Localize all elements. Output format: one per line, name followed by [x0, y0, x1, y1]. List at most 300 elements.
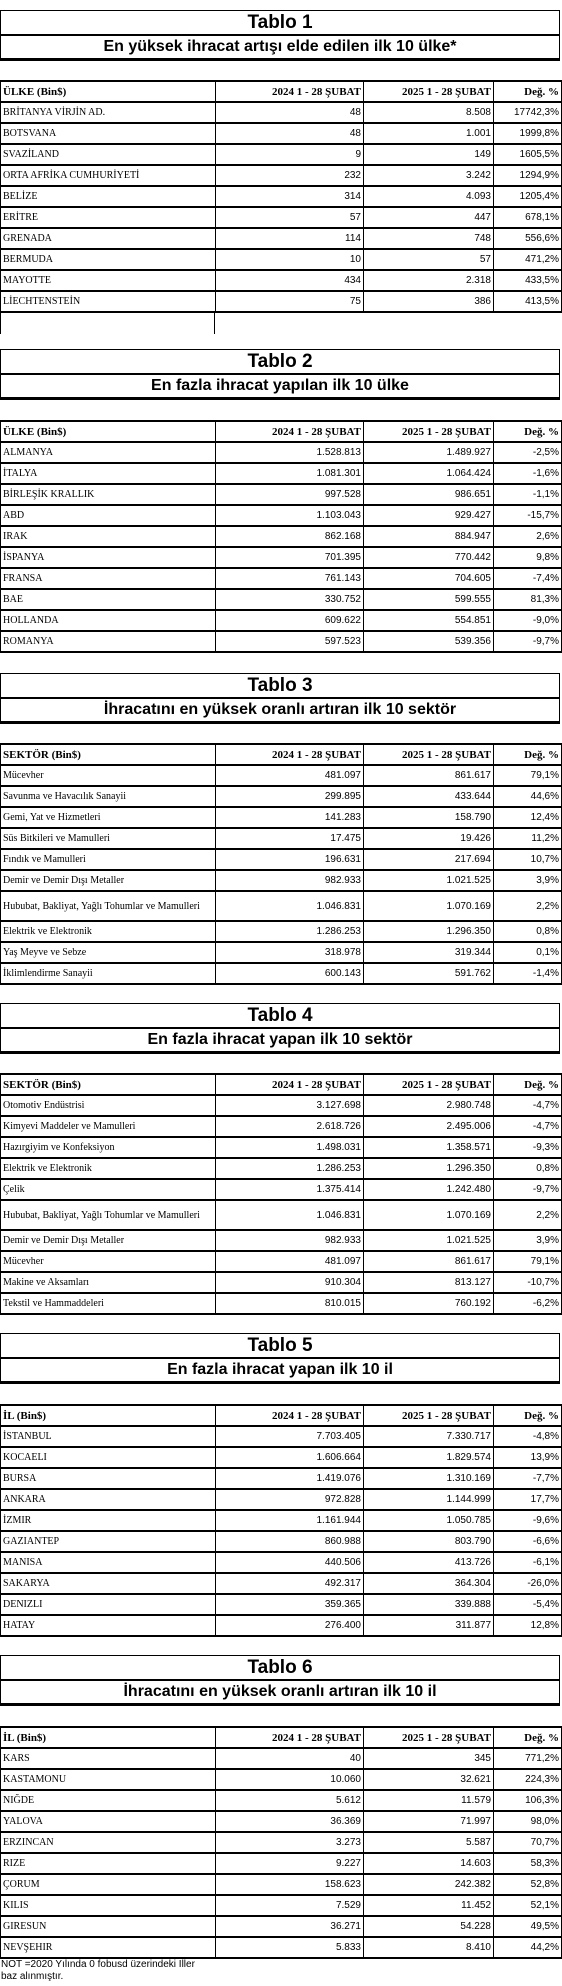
- row-change-percent: 106,3%: [494, 1790, 562, 1811]
- row-2024-value: 701.395: [216, 547, 364, 568]
- column-header-name: İL (Bin$): [1, 1405, 216, 1426]
- row-name-cell: KOCAELI: [1, 1447, 216, 1468]
- row-change-percent: -6,6%: [494, 1531, 562, 1552]
- table-6-container: [0, 1726, 562, 1983]
- table-2-grid: [0, 420, 562, 653]
- row-2024-value: 1.286.253: [216, 921, 364, 942]
- table-row: [1, 1552, 562, 1573]
- row-name-cell: Elektrik ve Elektronik: [1, 921, 216, 942]
- row-2025-value: 433.644: [364, 786, 494, 807]
- row-2024-value: 48: [216, 102, 364, 123]
- row-2024-value: 492.317: [216, 1573, 364, 1594]
- column-header-2025: 2025 1 - 28 ŞUBAT: [364, 81, 494, 102]
- table-row: [1, 568, 562, 589]
- row-change-percent: -6,2%: [494, 1293, 562, 1314]
- row-2024-value: 232: [216, 165, 364, 186]
- row-change-percent: -1,6%: [494, 463, 562, 484]
- row-2024-value: 9.227: [216, 1853, 364, 1874]
- row-2024-value: 196.631: [216, 849, 364, 870]
- table-row: [1, 1769, 562, 1790]
- table-row: [1, 1200, 562, 1230]
- row-2025-value: 413.726: [364, 1552, 494, 1573]
- row-2025-value: 11.579: [364, 1790, 494, 1811]
- table-row: [1, 1158, 562, 1179]
- table-6-title: Tablo 6: [1, 1656, 559, 1681]
- row-change-percent: 17742,3%: [494, 102, 562, 123]
- row-change-percent: 44,6%: [494, 786, 562, 807]
- row-name-cell: Makine ve Aksamları: [1, 1272, 216, 1293]
- table-row: [1, 1116, 562, 1137]
- table-row: [1, 102, 562, 123]
- table-row: [1, 610, 562, 631]
- row-2024-value: 48: [216, 123, 364, 144]
- table-4-subtitle: En fazla ihracat yapan ilk 10 sektör: [1, 1029, 559, 1053]
- row-2024-value: 810.015: [216, 1293, 364, 1314]
- row-2025-value: 704.605: [364, 568, 494, 589]
- row-name-cell: Mücevher: [1, 765, 216, 786]
- row-name-cell: Yaş Meyve ve Sebze: [1, 942, 216, 963]
- table-row: [1, 1426, 562, 1447]
- column-header-name: ÜLKE (Bin$): [1, 81, 216, 102]
- row-2025-value: 591.762: [364, 963, 494, 984]
- column-header-name: İL (Bin$): [1, 1727, 216, 1748]
- table-row: [1, 1832, 562, 1853]
- row-2024-value: 1.498.031: [216, 1137, 364, 1158]
- row-2025-value: 1.070.169: [364, 1200, 494, 1230]
- row-2025-value: 1.242.480: [364, 1179, 494, 1200]
- table-row: [1, 1937, 562, 1958]
- row-2024-value: 2.618.726: [216, 1116, 364, 1137]
- row-2024-value: 314: [216, 186, 364, 207]
- row-change-percent: 2,6%: [494, 526, 562, 547]
- table-row: [1, 807, 562, 828]
- row-change-percent: -4,7%: [494, 1116, 562, 1137]
- row-2024-value: 1.528.813: [216, 442, 364, 463]
- row-name-cell: ANKARA: [1, 1489, 216, 1510]
- column-header-change: Değ. %: [494, 1727, 562, 1748]
- table-2-subtitle: En fazla ihracat yapılan ilk 10 ülke: [1, 375, 559, 399]
- column-header-change: Değ. %: [494, 1074, 562, 1095]
- table-row: [1, 1230, 562, 1251]
- table-2-title: Tablo 2: [1, 350, 559, 375]
- table-5-title: Tablo 5: [1, 1334, 559, 1359]
- row-change-percent: -9,6%: [494, 1510, 562, 1531]
- row-2025-value: 11.452: [364, 1895, 494, 1916]
- row-2025-value: 1.358.571: [364, 1137, 494, 1158]
- table-2-container: [0, 420, 562, 653]
- row-2024-value: 299.895: [216, 786, 364, 807]
- table-row: [1, 291, 562, 312]
- table-row: [1, 1489, 562, 1510]
- table-row: [1, 1811, 562, 1832]
- row-change-percent: -9,3%: [494, 1137, 562, 1158]
- row-name-cell: MAYOTTE: [1, 270, 216, 291]
- row-2025-value: 345: [364, 1748, 494, 1769]
- row-name-cell: İZMIR: [1, 1510, 216, 1531]
- row-name-cell: Tekstil ve Hammaddeleri: [1, 1293, 216, 1314]
- column-header-name: SEKTÖR (Bin$): [1, 1074, 216, 1095]
- row-2025-value: 19.426: [364, 828, 494, 849]
- row-2024-value: 158.623: [216, 1874, 364, 1895]
- row-name-cell: ERZINCAN: [1, 1832, 216, 1853]
- table-4-header: [0, 1003, 560, 1054]
- table-1-container: [0, 80, 562, 334]
- table-3-section: [0, 673, 560, 724]
- row-change-percent: -10,7%: [494, 1272, 562, 1293]
- table-row: [1, 891, 562, 921]
- row-2025-value: 7.330.717: [364, 1426, 494, 1447]
- row-change-percent: 1605,5%: [494, 144, 562, 165]
- row-name-cell: Fındık ve Mamulleri: [1, 849, 216, 870]
- row-2025-value: 71.997: [364, 1811, 494, 1832]
- row-change-percent: 3,9%: [494, 1230, 562, 1251]
- row-2024-value: 75: [216, 291, 364, 312]
- row-2025-value: 4.093: [364, 186, 494, 207]
- row-2025-value: 32.621: [364, 1769, 494, 1790]
- row-2024-value: 1.286.253: [216, 1158, 364, 1179]
- row-change-percent: -4,7%: [494, 1095, 562, 1116]
- column-header-name: ÜLKE (Bin$): [1, 421, 216, 442]
- table-5-subtitle: En fazla ihracat yapan ilk 10 il: [1, 1359, 559, 1383]
- row-change-percent: 58,3%: [494, 1853, 562, 1874]
- table-row: [1, 505, 562, 526]
- row-name-cell: BAE: [1, 589, 216, 610]
- row-name-cell: MANISA: [1, 1552, 216, 1573]
- row-change-percent: 49,5%: [494, 1916, 562, 1937]
- table-row: [1, 1594, 562, 1615]
- table-1-title: Tablo 1: [1, 11, 559, 36]
- row-2024-value: 481.097: [216, 1251, 364, 1272]
- row-name-cell: NEVŞEHIR: [1, 1937, 216, 1958]
- row-name-cell: SAKARYA: [1, 1573, 216, 1594]
- column-header-change: Değ. %: [494, 81, 562, 102]
- table-4-title: Tablo 4: [1, 1004, 559, 1029]
- row-name-cell: KILIS: [1, 1895, 216, 1916]
- row-2024-value: 600.143: [216, 963, 364, 984]
- row-2025-value: 1.021.525: [364, 870, 494, 891]
- row-name-cell: HATAY: [1, 1615, 216, 1636]
- table-3-subtitle: İhracatını en yüksek oranlı artıran ilk 10 sektör: [1, 699, 559, 723]
- row-2025-value: 3.242: [364, 165, 494, 186]
- row-change-percent: -5,4%: [494, 1594, 562, 1615]
- row-2024-value: 5.833: [216, 1937, 364, 1958]
- column-header-2025: 2025 1 - 28 ŞUBAT: [364, 1074, 494, 1095]
- row-name-cell: Demir ve Demir Dışı Metaller: [1, 870, 216, 891]
- row-change-percent: 9,8%: [494, 547, 562, 568]
- table-5-container: [0, 1404, 562, 1637]
- row-name-cell: İklimlendirme Sanayii: [1, 963, 216, 984]
- table-1-header: [0, 10, 560, 61]
- row-name-cell: Çelik: [1, 1179, 216, 1200]
- row-name-cell: GRENADA: [1, 228, 216, 249]
- row-name-cell: ROMANYA: [1, 631, 216, 652]
- row-2024-value: 276.400: [216, 1615, 364, 1636]
- table-row: [1, 1251, 562, 1272]
- row-name-cell: ALMANYA: [1, 442, 216, 463]
- row-2024-value: 481.097: [216, 765, 364, 786]
- table-row: [1, 786, 562, 807]
- row-change-percent: 1205,4%: [494, 186, 562, 207]
- row-2024-value: 1.046.831: [216, 1200, 364, 1230]
- row-name-cell: HOLLANDA: [1, 610, 216, 631]
- row-name-cell: NIĞDE: [1, 1790, 216, 1811]
- footnote: NOT =2020 Yılında 0 fobusd üzerindeki İller baz alınmıştır.: [1, 1959, 195, 1982]
- table-row: [1, 1137, 562, 1158]
- column-header-2024: 2024 1 - 28 ŞUBAT: [216, 1727, 364, 1748]
- column-header-2024: 2024 1 - 28 ŞUBAT: [216, 81, 364, 102]
- row-name-cell: Savunma ve Havacılık Sanayii: [1, 786, 216, 807]
- table-6-subtitle: İhracatını en yüksek oranlı artıran ilk 10 il: [1, 1681, 559, 1705]
- row-2025-value: 217.694: [364, 849, 494, 870]
- row-change-percent: -7,4%: [494, 568, 562, 589]
- row-2025-value: 5.587: [364, 1832, 494, 1853]
- table-row: [1, 186, 562, 207]
- table-row: [1, 1293, 562, 1314]
- row-2025-value: 1.050.785: [364, 1510, 494, 1531]
- table-1-grid: [0, 80, 562, 313]
- row-change-percent: 771,2%: [494, 1748, 562, 1769]
- table-row: [1, 1916, 562, 1937]
- row-2025-value: 158.790: [364, 807, 494, 828]
- table-row: [1, 921, 562, 942]
- row-2024-value: 982.933: [216, 870, 364, 891]
- table-3-grid: [0, 743, 562, 985]
- row-2025-value: 748: [364, 228, 494, 249]
- row-change-percent: 98,0%: [494, 1811, 562, 1832]
- row-name-cell: Gemi, Yat ve Hizmetleri: [1, 807, 216, 828]
- column-header-2024: 2024 1 - 28 ŞUBAT: [216, 744, 364, 765]
- row-2024-value: 434: [216, 270, 364, 291]
- row-2025-value: 319.344: [364, 942, 494, 963]
- row-change-percent: 413,5%: [494, 291, 562, 312]
- row-2024-value: 910.304: [216, 1272, 364, 1293]
- table-row: [1, 463, 562, 484]
- row-name-cell: DENIZLI: [1, 1594, 216, 1615]
- table-row: [1, 1790, 562, 1811]
- row-change-percent: -4,8%: [494, 1426, 562, 1447]
- row-2024-value: 330.752: [216, 589, 364, 610]
- row-name-cell: Demir ve Demir Dışı Metaller: [1, 1230, 216, 1251]
- table-row: [1, 765, 562, 786]
- row-change-percent: 44,2%: [494, 1937, 562, 1958]
- row-2025-value: 884.947: [364, 526, 494, 547]
- table-row: [1, 547, 562, 568]
- row-2025-value: 760.192: [364, 1293, 494, 1314]
- row-change-percent: 79,1%: [494, 765, 562, 786]
- row-2025-value: 1.296.350: [364, 1158, 494, 1179]
- table-row: [1, 963, 562, 984]
- row-change-percent: -9,0%: [494, 610, 562, 631]
- row-change-percent: 52,8%: [494, 1874, 562, 1895]
- row-2025-value: 986.651: [364, 484, 494, 505]
- row-2024-value: 1.419.076: [216, 1468, 364, 1489]
- row-name-cell: ÇORUM: [1, 1874, 216, 1895]
- row-2024-value: 36.271: [216, 1916, 364, 1937]
- row-name-cell: BOTSVANA: [1, 123, 216, 144]
- row-change-percent: 2,2%: [494, 1200, 562, 1230]
- row-change-percent: 52,1%: [494, 1895, 562, 1916]
- row-2024-value: 7.529: [216, 1895, 364, 1916]
- row-2024-value: 761.143: [216, 568, 364, 589]
- table-row: [1, 1272, 562, 1293]
- table-row: [1, 589, 562, 610]
- row-change-percent: 10,7%: [494, 849, 562, 870]
- table-4-grid: [0, 1073, 562, 1315]
- row-2025-value: 929.427: [364, 505, 494, 526]
- table-row: [1, 249, 562, 270]
- row-change-percent: 17,7%: [494, 1489, 562, 1510]
- row-name-cell: Süs Bitkileri ve Mamulleri: [1, 828, 216, 849]
- row-name-cell: BURSA: [1, 1468, 216, 1489]
- row-2024-value: 7.703.405: [216, 1426, 364, 1447]
- row-change-percent: -6,1%: [494, 1552, 562, 1573]
- column-header-2025: 2025 1 - 28 ŞUBAT: [364, 744, 494, 765]
- column-header-2024: 2024 1 - 28 ŞUBAT: [216, 1074, 364, 1095]
- row-name-cell: GAZIANTEP: [1, 1531, 216, 1552]
- row-change-percent: -1,4%: [494, 963, 562, 984]
- row-name-cell: LİECHTENSTEİN: [1, 291, 216, 312]
- row-2024-value: 5.612: [216, 1790, 364, 1811]
- row-2024-value: 972.828: [216, 1489, 364, 1510]
- table-4-container: [0, 1073, 562, 1315]
- row-2025-value: 364.304: [364, 1573, 494, 1594]
- table-6-section: [0, 1655, 560, 1706]
- row-2025-value: 861.617: [364, 1251, 494, 1272]
- row-change-percent: -7,7%: [494, 1468, 562, 1489]
- table-row: [1, 270, 562, 291]
- row-change-percent: 12,8%: [494, 1615, 562, 1636]
- row-2024-value: 1.606.664: [216, 1447, 364, 1468]
- row-2025-value: 1.001: [364, 123, 494, 144]
- table-row: [1, 484, 562, 505]
- row-name-cell: ORTA AFRİKA CUMHURİYETİ: [1, 165, 216, 186]
- table-5-header: [0, 1333, 560, 1384]
- row-change-percent: 79,1%: [494, 1251, 562, 1272]
- table-row: [1, 123, 562, 144]
- row-2025-value: 1.064.424: [364, 463, 494, 484]
- row-name-cell: Mücevher: [1, 1251, 216, 1272]
- row-2024-value: 359.365: [216, 1594, 364, 1615]
- column-header-2024: 2024 1 - 28 ŞUBAT: [216, 421, 364, 442]
- row-2025-value: 599.555: [364, 589, 494, 610]
- row-name-cell: GIRESUN: [1, 1916, 216, 1937]
- row-2025-value: 2.318: [364, 270, 494, 291]
- row-2025-value: 1.070.169: [364, 891, 494, 921]
- row-change-percent: -1,1%: [494, 484, 562, 505]
- row-change-percent: 224,3%: [494, 1769, 562, 1790]
- row-2024-value: 10.060: [216, 1769, 364, 1790]
- row-name-cell: KASTAMONU: [1, 1769, 216, 1790]
- table-row: [1, 228, 562, 249]
- row-2024-value: 318.978: [216, 942, 364, 963]
- row-2025-value: 8.410: [364, 1937, 494, 1958]
- row-change-percent: 0,8%: [494, 921, 562, 942]
- row-name-cell: Hububat, Bakliyat, Yağlı Tohumlar ve Mamulleri: [1, 891, 216, 921]
- table-row: [1, 1874, 562, 1895]
- row-name-cell: İTALYA: [1, 463, 216, 484]
- table-row: [1, 1748, 562, 1769]
- table-row: [1, 207, 562, 228]
- row-name-cell: İSTANBUL: [1, 1426, 216, 1447]
- row-2025-value: 861.617: [364, 765, 494, 786]
- row-2025-value: 311.877: [364, 1615, 494, 1636]
- row-2025-value: 447: [364, 207, 494, 228]
- row-2024-value: 114: [216, 228, 364, 249]
- row-name-cell: ABD: [1, 505, 216, 526]
- row-name-cell: Hazırgiyim ve Konfeksiyon: [1, 1137, 216, 1158]
- row-name-cell: Kimyevi Maddeler ve Mamulleri: [1, 1116, 216, 1137]
- column-header-change: Değ. %: [494, 744, 562, 765]
- table-row: [1, 1447, 562, 1468]
- row-name-cell: BERMUDA: [1, 249, 216, 270]
- table-row: [1, 144, 562, 165]
- table-row: [1, 870, 562, 891]
- row-change-percent: -9,7%: [494, 631, 562, 652]
- row-change-percent: 1999,8%: [494, 123, 562, 144]
- table-row: [1, 631, 562, 652]
- row-change-percent: 678,1%: [494, 207, 562, 228]
- row-2024-value: 440.506: [216, 1552, 364, 1573]
- column-header-2025: 2025 1 - 28 ŞUBAT: [364, 1405, 494, 1426]
- table-row: [1, 1531, 562, 1552]
- table-row: [1, 1468, 562, 1489]
- table-row: [1, 526, 562, 547]
- row-2024-value: 997.528: [216, 484, 364, 505]
- table-3-title: Tablo 3: [1, 674, 559, 699]
- row-name-cell: IRAK: [1, 526, 216, 547]
- table-row: [1, 828, 562, 849]
- row-change-percent: 0,1%: [494, 942, 562, 963]
- row-2024-value: 9: [216, 144, 364, 165]
- table-3-container: [0, 743, 562, 985]
- table-row: [1, 1853, 562, 1874]
- row-name-cell: Elektrik ve Elektronik: [1, 1158, 216, 1179]
- table-row: [1, 1895, 562, 1916]
- column-header-2025: 2025 1 - 28 ŞUBAT: [364, 1727, 494, 1748]
- row-2025-value: 803.790: [364, 1531, 494, 1552]
- row-change-percent: 1294,9%: [494, 165, 562, 186]
- table-4-section: [0, 1003, 560, 1054]
- table-6-header: [0, 1655, 560, 1706]
- row-2025-value: 1.310.169: [364, 1468, 494, 1489]
- row-2025-value: 1.296.350: [364, 921, 494, 942]
- row-2024-value: 3.127.698: [216, 1095, 364, 1116]
- table-row: [1, 1510, 562, 1531]
- row-2024-value: 860.988: [216, 1531, 364, 1552]
- row-name-cell: FRANSA: [1, 568, 216, 589]
- column-header-change: Değ. %: [494, 421, 562, 442]
- row-change-percent: -9,7%: [494, 1179, 562, 1200]
- table-row: [1, 1179, 562, 1200]
- table-2-section: [0, 349, 560, 400]
- column-header-change: Değ. %: [494, 1405, 562, 1426]
- row-name-cell: ERİTRE: [1, 207, 216, 228]
- row-2025-value: 57: [364, 249, 494, 270]
- row-2025-value: 149: [364, 144, 494, 165]
- table-5-section: [0, 1333, 560, 1384]
- row-change-percent: 0,8%: [494, 1158, 562, 1179]
- table-5-grid: [0, 1404, 562, 1637]
- row-2024-value: 3.273: [216, 1832, 364, 1853]
- row-name-cell: RIZE: [1, 1853, 216, 1874]
- row-2025-value: 54.228: [364, 1916, 494, 1937]
- row-change-percent: 3,9%: [494, 870, 562, 891]
- row-2025-value: 813.127: [364, 1272, 494, 1293]
- row-change-percent: 70,7%: [494, 1832, 562, 1853]
- row-change-percent: 12,4%: [494, 807, 562, 828]
- row-2024-value: 982.933: [216, 1230, 364, 1251]
- row-2025-value: 1.144.999: [364, 1489, 494, 1510]
